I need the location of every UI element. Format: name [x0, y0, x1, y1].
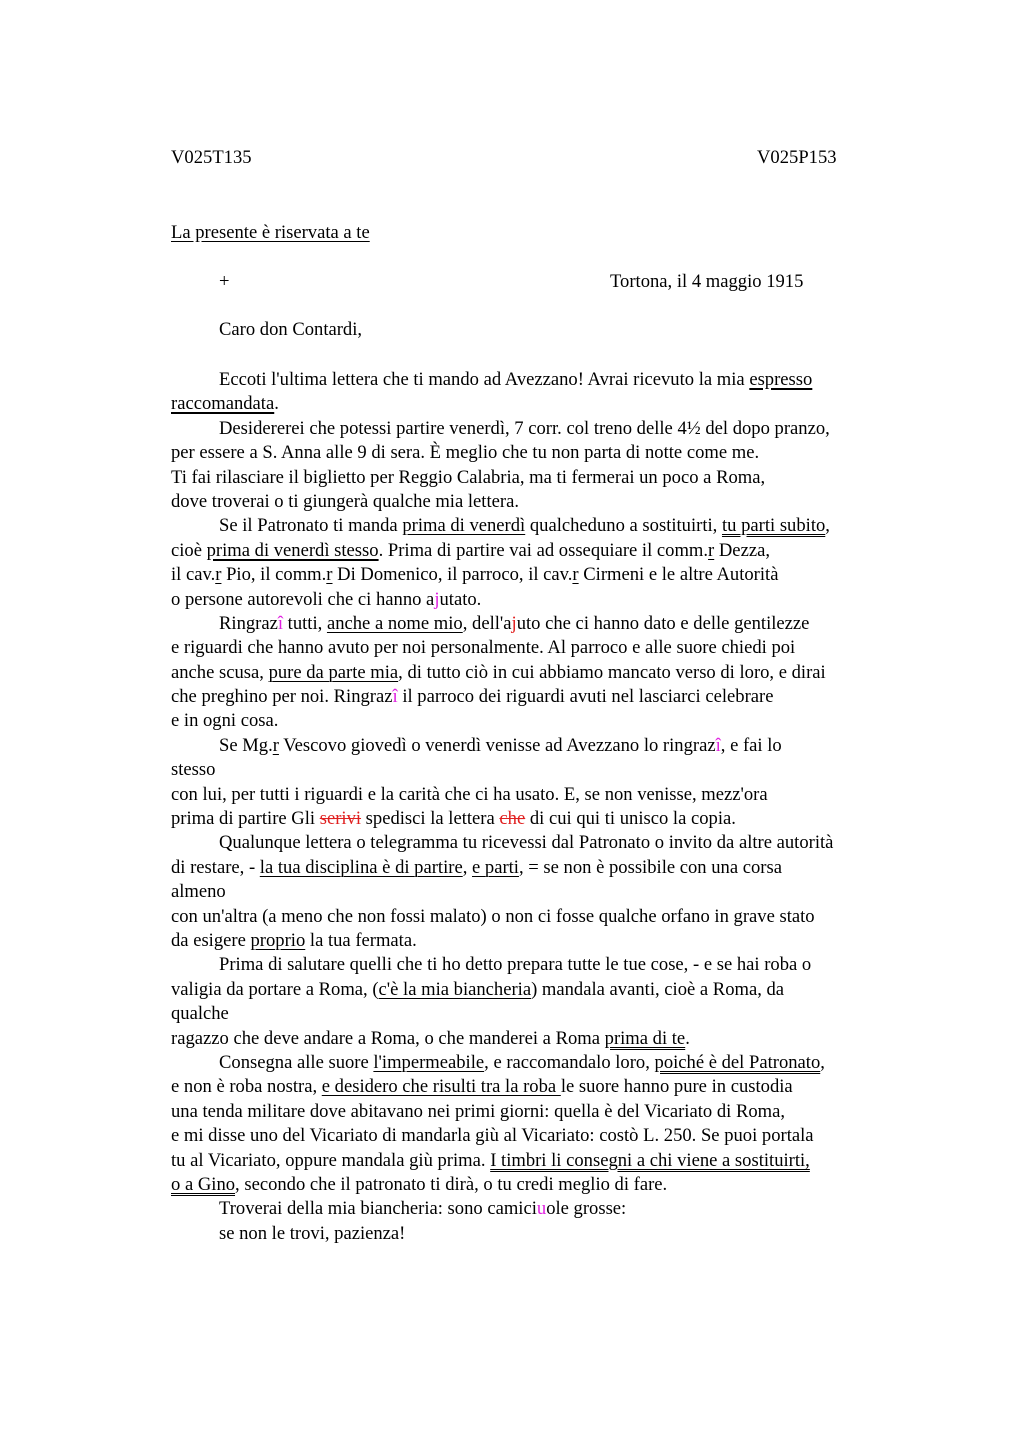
underlined-text: tu parti subito [721, 515, 826, 537]
letter-line [171, 1149, 911, 1173]
underlined-text: espresso [749, 369, 813, 390]
text-segment: utato. [439, 588, 482, 610]
dateline: Tortona, il 4 maggio 1915 [610, 271, 804, 292]
underlined-text: proprio [250, 929, 306, 951]
letter-line [171, 929, 911, 953]
document-code-right: V025P153 [757, 147, 837, 168]
letter-line [171, 880, 911, 904]
corrected-letter: î [277, 612, 284, 634]
text-segment: Di Domenico, il parroco, il cav. [332, 564, 573, 586]
text-segment: tutti, [283, 612, 327, 634]
letter-line [171, 392, 911, 416]
letter-line [171, 807, 911, 831]
text-segment: e riguardi che hanno avuto per noi personalmente. Al parroco e alle suore chiedi poi [171, 637, 796, 659]
document-code-left: V025T135 [171, 147, 252, 168]
text-segment: Vescovo giovedì o venerdì venisse ad Avezzano lo ringraz [278, 734, 716, 756]
text-segment: Eccoti l'ultima lettera che ti mando ad Avezzano! Avrai ricevuto la mia [219, 369, 750, 390]
text-segment: uto che ci hanno dato e delle gentilezze [516, 612, 810, 634]
text-segment: qualche [171, 1003, 229, 1025]
struck-text: che [499, 808, 526, 830]
text-segment: , [825, 515, 830, 537]
text-segment: le suore hanno pure in custodia [560, 1076, 793, 1098]
text-segment: cioè [171, 539, 207, 561]
text-segment: ole grosse: [546, 1198, 627, 1220]
corrected-letter: u [536, 1198, 547, 1220]
text-segment: Ti fai rilasciare il biglietto per Reggio Calabria, ma ti fermerai un poco a Roma, [171, 466, 766, 488]
letter-line [171, 1173, 911, 1197]
text-segment: , secondo che il patronato ti dirà, o tu credi meglio di fare. [235, 1173, 668, 1195]
text-segment: o persone autorevoli che ci hanno a [171, 588, 435, 610]
letter-line [171, 466, 911, 490]
text-segment: Consegna alle suore [219, 1051, 374, 1073]
text-segment: che preghino per noi. Ringraz [171, 686, 393, 708]
text-segment: tu al Vicariato, oppure mandala giù prima. [171, 1149, 491, 1171]
corrected-letter: î [392, 686, 398, 708]
text-segment: Troverai della mia biancheria: sono camici [219, 1198, 537, 1220]
text-segment: con un'altra (a meno che non fossi malato) o non ci fosse qualche orfano in grave stato [171, 905, 815, 927]
underlined-text: prima di venerdì stesso [206, 539, 379, 561]
text-segment: se non le trovi, pazienza! [219, 1222, 406, 1244]
text-segment: una tenda militare dove abitavano nei primi giorni: quella è del Vicariato di Roma, [171, 1100, 786, 1122]
underlined-text: e desidero che risulti tra la roba [321, 1076, 561, 1098]
corrected-letter: j [434, 588, 440, 610]
text-segment: Se il Patronato ti manda [219, 515, 403, 537]
text-segment: , = se non è possibile con una corsa [518, 856, 782, 878]
letter-line [171, 734, 911, 758]
text-segment: qualcheduno a sostituirti, [525, 515, 722, 537]
underlined-text: anche a nome mio [326, 612, 463, 634]
letter-line [171, 539, 911, 563]
struck-text: serivi [319, 808, 362, 830]
letter-line [171, 685, 911, 709]
cross-mark: + [219, 271, 230, 292]
text-segment: almeno [171, 881, 226, 903]
text-segment: ) mandala avanti, cioè a Roma, da [531, 978, 785, 1000]
text-segment: , [462, 856, 472, 878]
letter-line [171, 1222, 911, 1246]
letter-line [171, 1100, 911, 1124]
text-segment: . Prima di partire vai ad ossequiare il comm. [378, 539, 709, 561]
text-segment: e non è roba nostra, [171, 1076, 322, 1098]
text-segment: valigia da portare a Roma, ( [171, 978, 379, 1000]
letter-line [171, 1051, 911, 1075]
letter-line [171, 1124, 911, 1148]
letter-line [171, 1002, 911, 1026]
text-segment: prima di partire Gli [171, 808, 320, 830]
letter-body [171, 368, 911, 1246]
underlined-text: la tua disciplina è di partire [259, 856, 463, 878]
letter-line [171, 953, 911, 977]
text-segment: Qualunque lettera o telegramma tu ricevessi dal Patronato o invito da altre autorità [219, 832, 834, 854]
text-segment: per essere a S. Anna alle 9 di sera. È meglio che tu non parta di notte come me. [171, 442, 760, 464]
text-segment: Desidererei che potessi partire venerdì, 7 corr. col treno delle 4½ del dopo pranzo, [219, 417, 830, 439]
text-segment: il cav. [171, 564, 216, 586]
text-segment: , e fai lo [720, 734, 782, 756]
text-segment: dove troverai o ti giungerà qualche mia lettera. [171, 490, 519, 512]
text-segment: da esigere [171, 929, 251, 951]
underlined-text: poiché è del Patronato [654, 1051, 821, 1073]
underlined-text: r [326, 564, 333, 586]
letter-line [171, 514, 911, 538]
letter-line [171, 661, 911, 685]
letter-line [171, 1027, 911, 1051]
text-segment: anche scusa, [171, 661, 269, 683]
underlined-text: r [272, 734, 279, 756]
text-segment: la tua fermata. [305, 929, 417, 951]
letter-line [171, 636, 911, 660]
letter-line [171, 709, 911, 733]
underlined-text: o a Gino [171, 1173, 236, 1195]
text-segment: Prima di salutare quelli che ti ho detto prepara tutte le tue cose, - e se hai roba o [219, 954, 812, 976]
underlined-text: I timbri li consegni a chi viene a sostituirti, [490, 1149, 810, 1171]
text-segment: di cui qui ti unisco la copia. [525, 808, 736, 830]
text-segment: di restare, - [171, 856, 260, 878]
text-segment: Se Mg. [219, 734, 273, 756]
salutation: Caro don Contardi, [219, 319, 363, 340]
letter-line [171, 783, 911, 807]
text-segment: stesso [171, 759, 216, 781]
letter-line [171, 368, 911, 392]
letter-line [171, 978, 911, 1002]
text-segment: Cirmeni e le altre Autorità [578, 564, 779, 586]
text-segment: Dezza, [714, 539, 770, 561]
letter-line [171, 856, 911, 880]
corrected-letter: j [511, 612, 517, 634]
letter-line [171, 612, 911, 636]
text-segment: , dell'a [462, 612, 512, 634]
text-segment: Ringraz [219, 612, 278, 634]
text-segment: , [820, 1051, 825, 1073]
underlined-text: raccomandata [171, 393, 275, 415]
letter-line [171, 441, 911, 465]
reserved-note: La presente è riservata a te [171, 222, 370, 243]
underlined-text: c'è la mia biancheria [378, 978, 532, 1000]
text-segment: , di tutto ciò in cui abbiamo mancato verso di loro, e dirai [398, 661, 826, 683]
letter-line [171, 905, 911, 929]
letter-line [171, 417, 911, 441]
text-segment: il parroco dei riguardi avuti nel lasciarci celebrare [397, 686, 774, 708]
text-segment: con lui, per tutti i riguardi e la carità che ci ha usato. E, se non venisse, mezz'ora [171, 783, 768, 805]
letter-line [171, 563, 911, 587]
text-segment: , e raccomandalo loro, [484, 1051, 655, 1073]
text-segment: e in ogni cosa. [171, 710, 279, 732]
underlined-text: r [572, 564, 579, 586]
text-segment: . [685, 1027, 690, 1049]
text-segment: spedisci la lettera [361, 808, 500, 830]
text-segment: . [274, 393, 279, 415]
letter-line [171, 490, 911, 514]
letter-line [171, 831, 911, 855]
letter-line [171, 758, 911, 782]
corrected-letter: î [715, 734, 721, 756]
letter-line [171, 1197, 911, 1221]
text-segment: Pio, il comm. [221, 564, 327, 586]
text-segment: ragazzo che deve andare a Roma, o che manderei a Roma [171, 1027, 605, 1049]
underlined-text: r [215, 564, 222, 586]
letter-line [171, 1075, 911, 1099]
underlined-text: r [708, 539, 715, 561]
underlined-text: prima di venerdì [402, 515, 526, 537]
underlined-text: l'impermeabile [373, 1051, 485, 1073]
underlined-text: prima di te [604, 1027, 686, 1049]
letter-line [171, 588, 911, 612]
underlined-text: e parti [472, 856, 519, 878]
underlined-text: pure da parte mia [268, 661, 399, 683]
text-segment: e mi disse uno del Vicariato di mandarla giù al Vicariato: costò L. 250. Se puoi portala [171, 1125, 814, 1147]
